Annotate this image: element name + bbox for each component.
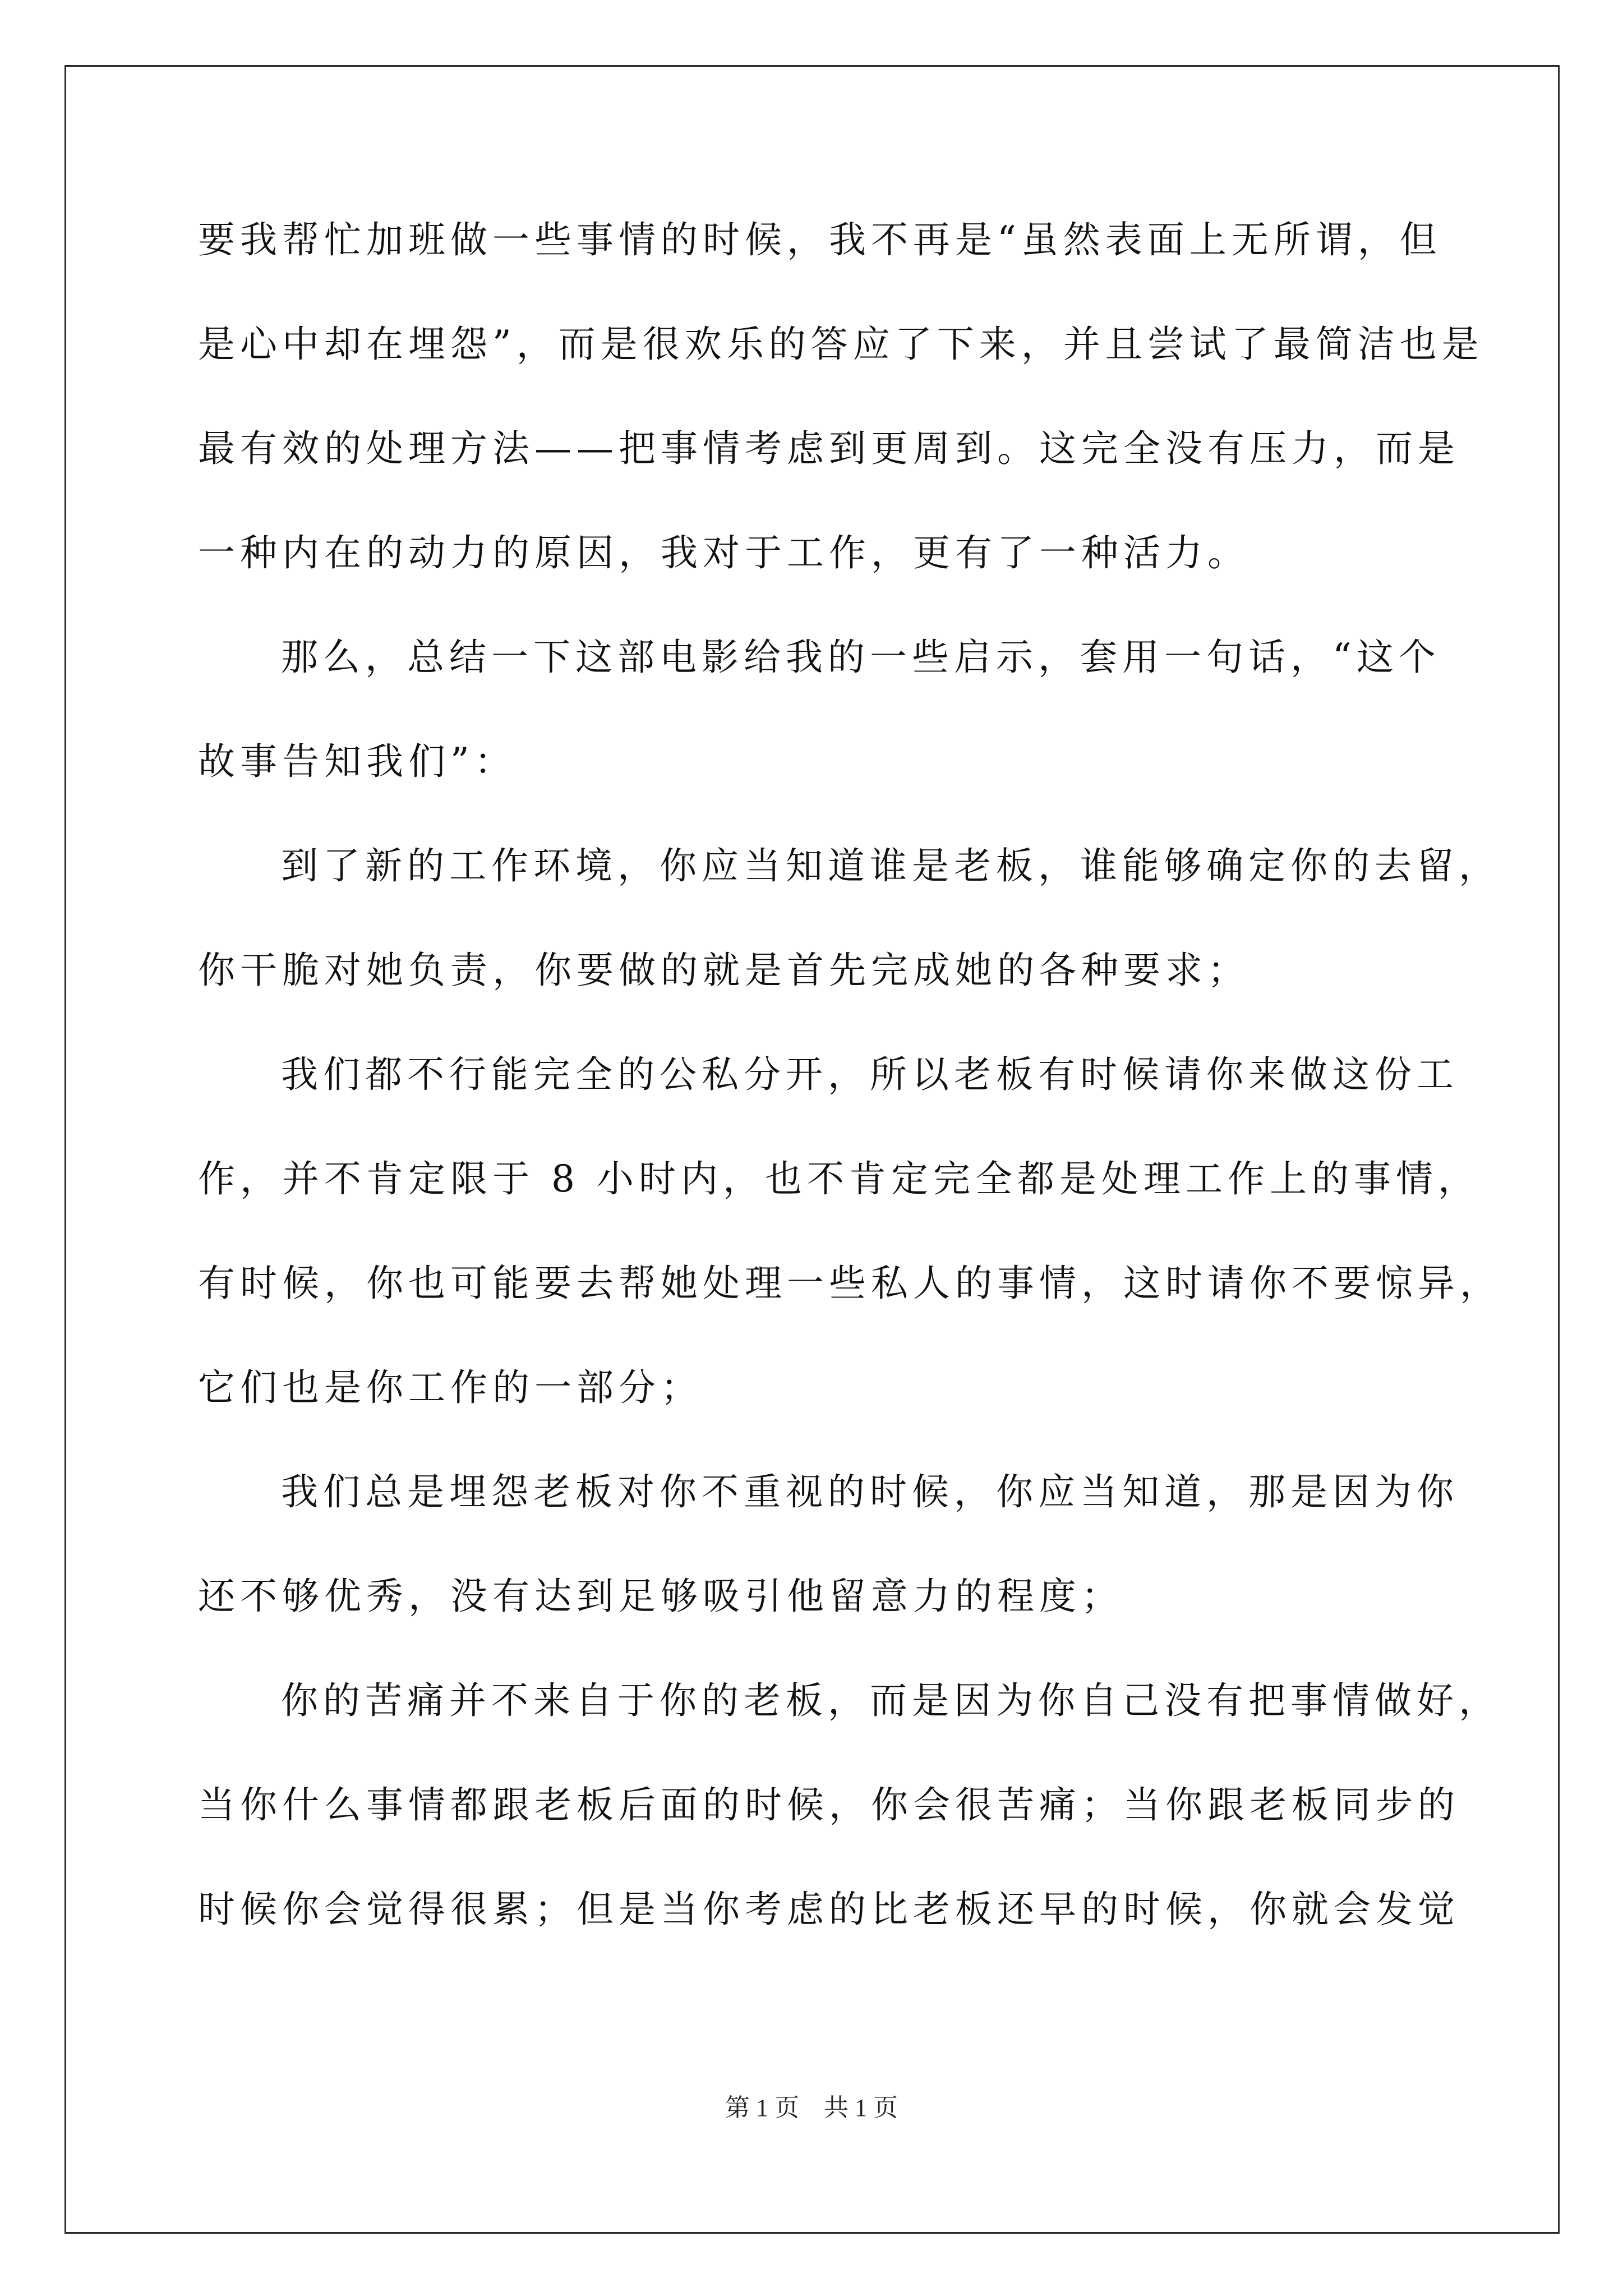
text-line: 它们也是你工作的一部分； — [198, 1366, 703, 1409]
text-line: 你的苦痛并不来自于你的老板，而是因为你自己没有把事情做好， — [281, 1679, 1501, 1722]
text-line: 故事告知我们”： — [198, 740, 517, 783]
text-line: 当你什么事情都跟老板后面的时候，你会很苦痛；当你跟老板同步的 — [198, 1783, 1460, 1826]
text-line: 到了新的工作环境，你应当知道谁是老板，谁能够确定你的去留， — [281, 844, 1501, 887]
text-line: 我们总是埋怨老板对你不重视的时候，你应当知道，那是因为你 — [281, 1470, 1459, 1513]
text-line: 最有效的处理方法——把事情考虑到更周到。这完全没有压力，而是 — [198, 427, 1460, 470]
text-line: 是心中却在埋怨”，而是很欢乐的答应了下来，并且尝试了最简洁也是 — [198, 323, 1484, 366]
text-line: 要我帮忙加班做一些事情的时候，我不再是“虽然表面上无所谓，但 — [198, 218, 1442, 261]
text-line: 一种内在的动力的原因，我对于工作，更有了一种活力。 — [198, 531, 1249, 574]
text-line: 我们都不行能完全的公私分开，所以老板有时候请你来做这份工 — [281, 1053, 1459, 1096]
page-number-footer: 第 1 页 共 1 页 — [725, 2094, 898, 2122]
text-line: 有时候，你也可能要去帮她处理一些私人的事情，这时请你不要惊异， — [198, 1262, 1502, 1305]
text-line: 还不够优秀，没有达到足够吸引他留意力的程度； — [198, 1575, 1123, 1618]
text-line: 你干脆对她负责，你要做的就是首先完成她的各种要求； — [198, 949, 1249, 992]
text-line: 那么，总结一下这部电影给我的一些启示，套用一句话，“这个 — [281, 636, 1441, 679]
text-line: 时候你会觉得很累；但是当你考虑的比老板还早的时候，你就会发觉 — [198, 1888, 1460, 1931]
text-line: 作，并不肯定限于 8 小时内，也不肯定完全都是处理工作上的事情， — [198, 1157, 1480, 1200]
